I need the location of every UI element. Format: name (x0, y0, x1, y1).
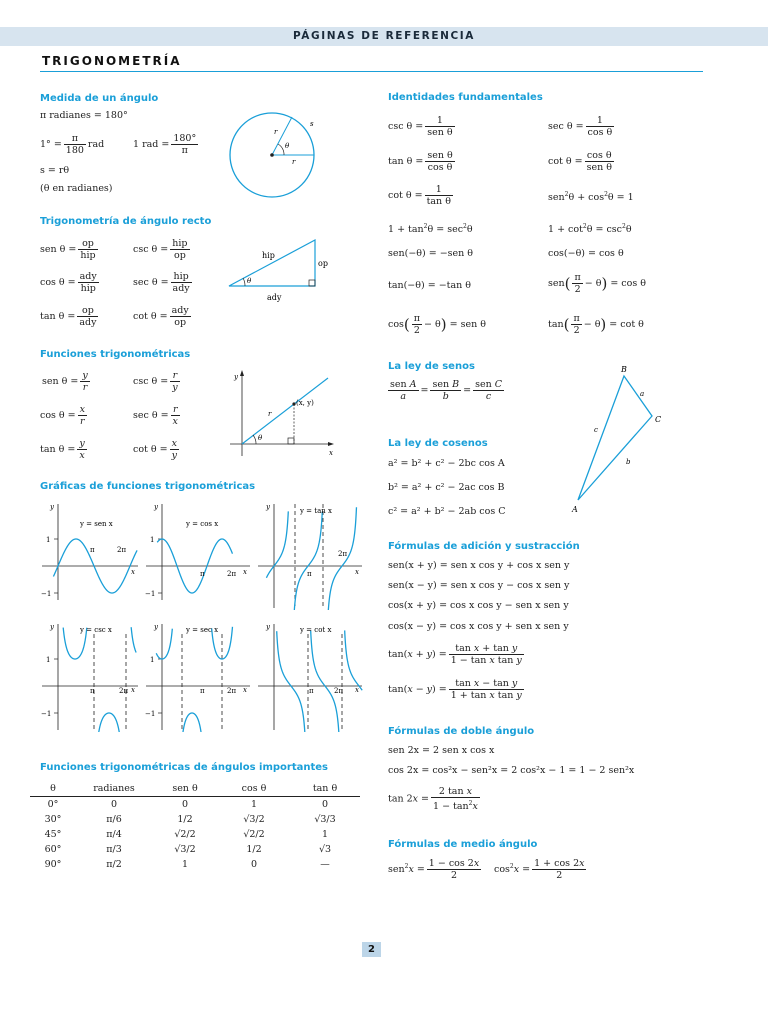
addition-tan-plus: tan(x + y) = $\frac{\text{tan x + tan y}}{\text{1 − tan x tan y}}$ (388, 643, 522, 666)
svg-text:π: π (307, 570, 312, 578)
table-cell: 1/2 (177, 814, 193, 825)
section-heading-medio: Fórmulas de medio ángulo (388, 839, 538, 850)
table-header-cell: sen θ (152, 781, 218, 797)
svg-text:y = sec x: y = sec x (186, 626, 219, 634)
right-sen-formula: sen θ = $\frac{op}{\text{hip}}$ (40, 238, 96, 261)
identity-sec: sec θ = $\frac{1}{\text{cos θ}}$ (548, 115, 613, 138)
identity-cot-tan: cot θ = $\frac{1}{\text{tan θ}}$ (388, 184, 451, 207)
addition-sen-plus: sen(x + y) = sen x cos y + cos x sen y (388, 560, 570, 571)
table-cell: 60° (44, 844, 62, 855)
table-cell: 0 (110, 799, 118, 810)
svg-text:A: A (572, 505, 578, 514)
svg-text:y: y (234, 373, 238, 381)
table-cell: 0° (47, 799, 59, 810)
identity-tan-neg: tan(−θ) = −tan θ (388, 280, 471, 291)
svg-text:2π: 2π (117, 546, 127, 554)
svg-text:hip: hip (262, 251, 275, 260)
svg-text:1: 1 (150, 656, 155, 664)
table-cell: — (320, 859, 330, 870)
identity-sen-complement: sen( $\frac{\pi}{2}$ − θ) = cos θ (548, 272, 646, 295)
right-triangle-diagram (225, 234, 335, 306)
pi-radians-formula: π radianes = 180° (40, 110, 128, 121)
table-row (30, 812, 360, 827)
page-number: 2 (362, 942, 381, 957)
table-row (30, 797, 360, 813)
law-cosines-c: c² = a² + b² − 2ab cos C (388, 506, 506, 517)
svg-text:−1: −1 (145, 590, 156, 598)
table-header-row (30, 781, 360, 797)
table-cell: 1 (250, 799, 258, 810)
banner-text: PÁGINAS DE REFERENCIA (292, 30, 476, 42)
svg-text:y = cos x: y = cos x (186, 520, 219, 528)
table-cell: 30° (44, 814, 62, 825)
double-sen: sen 2x = 2 sen x cos x (388, 745, 495, 756)
page-title: TRIGONOMETRÍA (42, 54, 182, 68)
section-heading-funciones: Funciones trigonométricas (40, 349, 191, 360)
svg-text:x: x (131, 686, 135, 694)
svg-text:a: a (640, 390, 645, 398)
section-heading-graficas: Gráficas de funciones trigonométricas (40, 481, 256, 492)
important-angles-table (30, 781, 360, 872)
svg-text:2π: 2π (334, 687, 344, 695)
addition-cos-minus: cos(x − y) = cos x cos y + sen x sen y (388, 621, 569, 632)
arc-length-formula: s = rθ (40, 165, 70, 176)
graph-csc (30, 620, 140, 732)
identity-pythagorean: $sen^2\theta + \cos^2\theta = 1$ (548, 191, 634, 204)
identity-cot: cot θ = $\frac{\text{cos θ}}{\text{sen θ}}$ (548, 150, 612, 173)
unit-circle-diagram (228, 112, 328, 198)
svg-text:y = csc x: y = csc x (80, 626, 112, 634)
func-sen-formula: sen θ = $\frac{y}{r}$ (42, 370, 88, 393)
svg-text:(x, y): (x, y) (296, 399, 314, 407)
svg-text:1: 1 (150, 536, 155, 544)
svg-text:C: C (655, 415, 662, 424)
svg-text:π: π (90, 687, 95, 695)
svg-text:x: x (243, 686, 247, 694)
svg-text:y: y (154, 623, 158, 631)
addition-tan-minus: tan(x − y) = $\frac{\text{tan x − tan y}}{\text{1 + tan x tan y}}$ (388, 678, 522, 701)
top-banner (0, 27, 768, 46)
table-cell: 0 (250, 859, 258, 870)
double-cos: cos 2x = cos²x − sen²x = 2 cos²x − 1 = 1 − 2 sen²x (388, 765, 635, 776)
law-cosines-b: b² = a² + c² − 2ac cos B (388, 482, 505, 493)
svg-text:−1: −1 (41, 590, 52, 598)
svg-text:π: π (309, 687, 314, 695)
table-cell: π/2 (106, 859, 122, 870)
half-angle-sen: sen$^2$x = $\frac{1 - \cos 2x}{2}$ (388, 858, 480, 881)
svg-text:s: s (310, 120, 314, 128)
svg-text:op: op (318, 259, 328, 268)
svg-text:y: y (50, 503, 54, 511)
addition-cos-plus: cos(x + y) = cos x cos y − sen x sen y (388, 600, 569, 611)
identity-tan: tan θ = $\frac{\text{sen θ}}{\text{cos θ}}$ (388, 150, 453, 173)
law-cosines-a: a² = b² + c² − 2bc cos A (388, 458, 505, 469)
graph-sen (30, 500, 140, 610)
svg-text:y = tan x: y = tan x (300, 507, 332, 515)
svg-text:π: π (200, 687, 205, 695)
triangle-abc-diagram (566, 362, 670, 516)
svg-text:2π: 2π (227, 687, 237, 695)
section-heading-recto: Trigonometría de ángulo recto (40, 216, 212, 227)
table-cell: 90° (44, 859, 62, 870)
graph-cot (254, 620, 364, 732)
table-row (30, 827, 360, 842)
table-cell: √3 (318, 844, 332, 855)
right-cot-formula: cot θ = $\frac{\text{ady}}{op}$ (133, 305, 189, 328)
svg-text:1: 1 (46, 656, 51, 664)
table-cell: 0 (181, 799, 189, 810)
table-cell: 0 (321, 799, 329, 810)
table-cell: √3/3 (314, 814, 336, 825)
svg-text:r: r (268, 410, 272, 418)
section-heading-adicion: Fórmulas de adición y sustracción (388, 541, 580, 552)
identity-csc: csc θ = $\frac{1}{\text{sen θ}}$ (388, 115, 453, 138)
table-cell: π/3 (106, 844, 122, 855)
func-sec-formula: sec θ = $\frac{r}{x}$ (133, 404, 178, 427)
table-cell: π/6 (106, 814, 122, 825)
svg-text:x: x (329, 449, 333, 457)
svg-text:θ: θ (247, 277, 252, 285)
table-cell: 1 (321, 829, 329, 840)
table-header-cell: θ (30, 781, 76, 797)
func-cot-formula: cot θ = $\frac{x}{y}$ (133, 438, 177, 461)
table-header-cell: radianes (76, 781, 152, 797)
identity-cos-neg: cos(−θ) = cos θ (548, 248, 624, 259)
table-cell: √2/2 (243, 829, 265, 840)
svg-text:y: y (266, 503, 270, 511)
law-of-sines: $\frac{\text{sen A}}{a}$ = $\frac{\text{sen B}}{b}$ = $\frac{\text{sen C}}{c}$ (390, 379, 502, 402)
section-heading-doble: Fórmulas de doble ángulo (388, 726, 535, 737)
right-sec-formula: sec θ = $\frac{\text{hip}}{\text{ady}}$ (133, 271, 190, 294)
svg-text:π: π (200, 570, 205, 578)
svg-text:x: x (243, 568, 247, 576)
degree-to-radian-formula: 1° = $\frac{\pi}{180}$ rad (40, 133, 105, 156)
table-cell: 1 (181, 859, 189, 870)
svg-text:y: y (50, 623, 54, 631)
section-heading-cosenos: La ley de cosenos (388, 438, 488, 449)
right-tan-formula: tan θ = $\frac{op}{\text{ady}}$ (40, 305, 97, 328)
svg-text:y = cot x: y = cot x (300, 626, 332, 634)
right-csc-formula: csc θ = $\frac{\text{hip}}{op}$ (133, 238, 188, 261)
svg-text:1: 1 (46, 536, 51, 544)
svg-text:2π: 2π (119, 687, 129, 695)
svg-text:b: b (626, 458, 631, 466)
identity-sen-neg: sen(−θ) = −sen θ (388, 248, 474, 259)
identity-tan-sec: $1 + \tan^2\theta = \sec^2\theta$ (388, 223, 473, 236)
radian-to-degree-formula: 1 rad = $\frac{180^\circ}{\pi}$ (133, 133, 197, 156)
svg-text:x: x (355, 686, 359, 694)
identity-tan-complement: tan( $\frac{\pi}{2}$ − θ) = cot θ (548, 313, 644, 336)
svg-text:θ: θ (285, 142, 290, 150)
svg-text:x: x (131, 568, 135, 576)
table-header-cell: tan θ (290, 781, 360, 797)
svg-text:y: y (266, 623, 270, 631)
svg-text:y: y (154, 503, 158, 511)
table-cell: √2/2 (174, 829, 196, 840)
radians-note: (θ en radianes) (40, 183, 113, 194)
table-cell: √3/2 (174, 844, 196, 855)
section-heading-senos: La ley de senos (388, 361, 475, 372)
svg-text:ady: ady (267, 293, 282, 302)
identity-cot-csc: $1 + \cot^2\theta = \csc^2\theta$ (548, 223, 632, 236)
table-header-cell: cos θ (218, 781, 290, 797)
half-angle-cos: $\cos^2x$ = $\frac{1 + \cos 2x}{2}$ (494, 858, 585, 881)
table-cell: 45° (44, 829, 62, 840)
coordinate-function-diagram (228, 368, 338, 460)
svg-text:2π: 2π (338, 550, 348, 558)
svg-text:y = sen x: y = sen x (80, 520, 113, 528)
right-cos-formula: cos θ = $\frac{\text{ady}}{\text{hip}}$ (40, 271, 97, 294)
svg-text:x: x (355, 568, 359, 576)
svg-text:−1: −1 (145, 710, 156, 718)
table-row (30, 842, 360, 857)
table-cell: 1/2 (246, 844, 262, 855)
section-heading-identidades: Identidades fundamentales (388, 92, 543, 103)
svg-text:c: c (594, 426, 598, 434)
svg-text:−1: −1 (41, 710, 52, 718)
title-divider (40, 71, 703, 72)
table-cell: π/4 (106, 829, 122, 840)
graph-tan (254, 500, 364, 610)
svg-text:B: B (621, 365, 627, 374)
svg-text:θ: θ (258, 434, 263, 442)
svg-text:r: r (292, 158, 296, 166)
section-heading-importantes: Funciones trigonométricas de ángulos importantes (40, 762, 329, 773)
section-heading-medida: Medida de un ángulo (40, 93, 159, 104)
svg-text:r: r (274, 128, 278, 136)
func-csc-formula: csc θ = $\frac{r}{y}$ (133, 370, 178, 393)
func-cos-formula: cos θ = $\frac{x}{r}$ (40, 404, 85, 427)
func-tan-formula: tan θ = $\frac{y}{x}$ (40, 438, 85, 461)
table-cell: √3/2 (243, 814, 265, 825)
table-row (30, 857, 360, 872)
graph-sec (142, 620, 252, 732)
addition-sen-minus: sen(x − y) = sen x cos y − cos x sen y (388, 580, 570, 591)
svg-text:2π: 2π (227, 570, 237, 578)
svg-text:π: π (90, 546, 95, 554)
graph-cos (142, 500, 252, 610)
double-tan: tan 2x = $\frac{\text{2 tan x}}{1 - \tan^2x}$ (388, 786, 478, 813)
identity-cos-complement: cos( $\frac{\pi}{2}$ − θ) = sen θ (388, 313, 486, 336)
